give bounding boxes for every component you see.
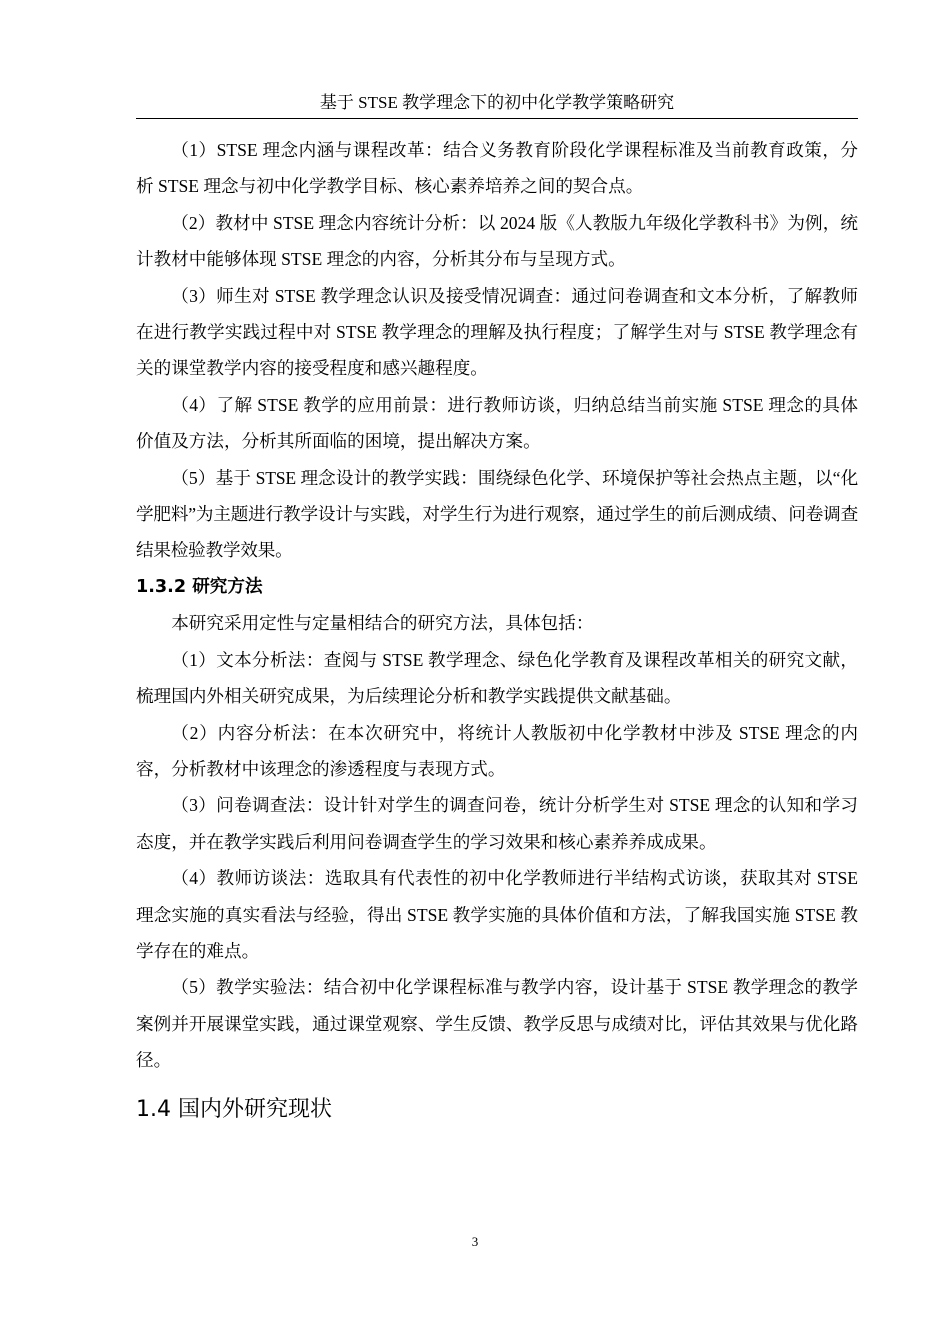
page-number: 3	[471, 1234, 479, 1249]
content-item-4: （4）了解 STSE 教学的应用前景：进行教师访谈，归纳总结当前实施 STSE 理念的具体价值及方法，分析其所面临的困境，提出解决方案。	[136, 394, 858, 452]
method-item-1: （1）文本分析法：查阅与 STSE 教学理念、绿色化学教育及课程改革相关的研究文献，梳理国内外相关研究成果，为后续理论分析和教学实践提供文献基础。	[136, 649, 858, 706]
method-item-5: （5）教学实验法：结合初中化学课程标准与教学内容，设计基于 STSE 教学理念的教学案例并开展课堂实践，通过课堂观察、学生反馈、教学反思与成绩对比，评估其效果与优化路径。	[136, 977, 858, 1070]
subsection-heading-research-methods: 1.3.2 研究方法	[136, 576, 263, 597]
method-item-2: （2）内容分析法：在本次研究中，将统计人教版初中化学教材中涉及 STSE 理念的内容，分析教材中该理念的渗透程度与表现方式。	[136, 722, 858, 779]
document-body	[136, 132, 858, 1130]
content-item-1: （1）STSE 理念内涵与课程改革：结合义务教育阶段化学课程标准及当前教育政策，分析 STSE 理念与初中化学教学目标、核心素养培养之间的契合点。	[136, 140, 858, 197]
content-item-3: （3）师生对 STSE 教学理念认识及接受情况调查：通过问卷调查和文本分析，了解教师在进行教学实践过程中对 STSE 教学理念的理解及执行程度；了解学生对与 STSE 教学理念有关的课堂教学内容的接受程度和感兴趣程度。	[136, 285, 858, 379]
running-header-title: 基于 STSE 教学理念下的初中化学教学策略研究	[319, 93, 675, 112]
content-item-5: （5）基于 STSE 理念设计的教学实践：围绕绿色化学、环境保护等社会热点主题，以“化学肥料”为主题进行教学设计与实践，对学生行为进行观察，通过学生的前后测成绩、问卷调查结果检验教学效果。	[136, 467, 858, 561]
content-item-2: （2）教材中 STSE 理念内容统计分析：以 2024 版《人教版九年级化学教科书》为例，统计教材中能够体现 STSE 理念的内容，分析其分布与呈现方式。	[136, 212, 858, 270]
methods-intro: 本研究采用定性与定量相结合的研究方法，具体包括：	[171, 612, 594, 633]
section-heading-research-status: 1.4 国内外研究现状	[136, 1097, 332, 1123]
method-item-3: （3）问卷调查法：设计针对学生的调查问卷，统计分析学生对 STSE 理念的认知和学习态度，并在教学实践后利用问卷调查学生的学习效果和核心素养养成成果。	[136, 795, 858, 852]
method-item-4: （4）教师访谈法：选取具有代表性的初中化学教师进行半结构式访谈，获取其对 STSE 理念实施的真实看法与经验，得出 STSE 教学实施的具体价值和方法，了解我国实施 STSE 教学存在的难点。	[136, 868, 858, 961]
header-rule	[136, 118, 858, 119]
